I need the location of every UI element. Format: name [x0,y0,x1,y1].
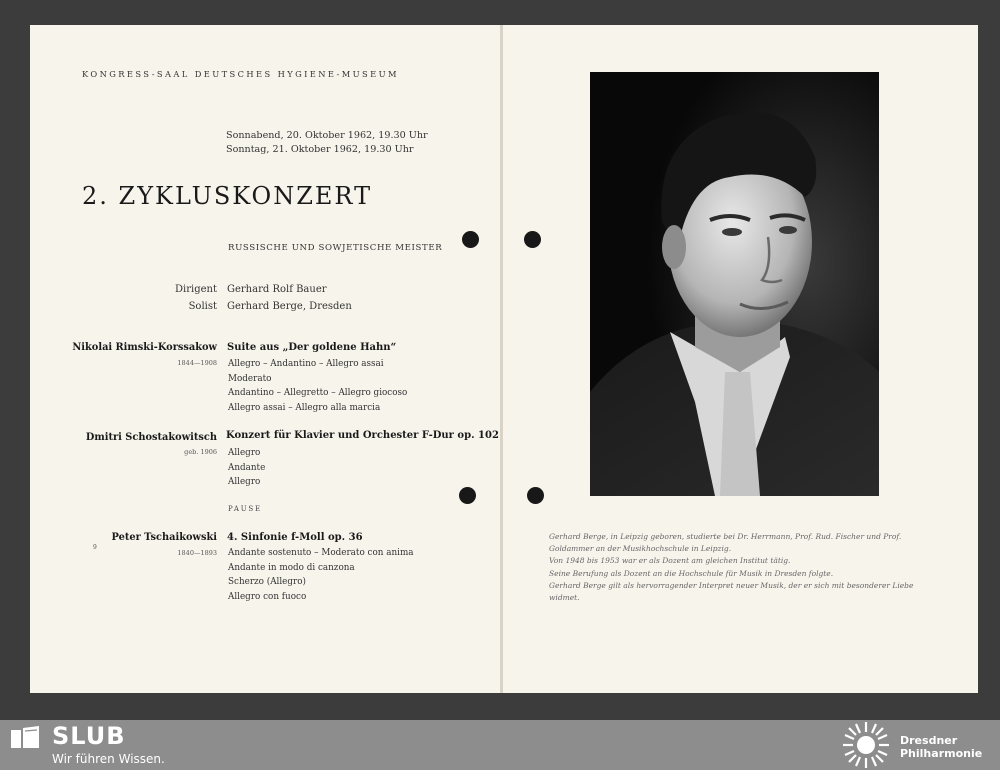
concert-title: 2. ZYKLUSKONZERT [82,182,373,210]
punch-hole [459,487,476,504]
work-title: 4. Sinfonie f-Moll op. 36 [227,532,363,543]
slub-tagline: Wir führen Wissen. [52,752,165,766]
left-page [30,25,500,693]
philharmonie-logo-icon[interactable] [840,720,892,770]
caption-line: Goldammer an der Musikhochschule in Leipzig. [549,544,732,554]
composer-years: 1840—1893 [177,549,217,557]
movement: Andantino – Allegretto – Allegro giocoso [228,388,408,399]
composer-name: Peter Tschaikowski [111,532,217,543]
caption-line: Gerhard Berge gilt als hervorragender Interpret neuer Musik, der er sich mit besonderer Liebe [549,580,914,590]
movement-list [228,446,265,490]
punch-hole [527,487,544,504]
movement: Andante sostenuto – Moderato con anima [228,548,414,558]
right-page [503,25,978,693]
pause-label: PAUSE [228,505,262,513]
footer-bar [0,720,1000,770]
performer-name: Gerhard Rolf Bauer [227,284,327,295]
soloist-portrait-photo [590,72,879,496]
concert-subtitle: RUSSISCHE UND SOWJETISCHE MEISTER [228,243,443,253]
movement: Allegro con fuoco [228,592,307,603]
movement-list [228,357,407,416]
date-line-2: Sonntag, 21. Oktober 1962, 19.30 Uhr [226,144,414,155]
composer-years: 1844—1908 [177,359,217,367]
caption-line: Von 1948 bis 1953 war er als Dozent am gleichen Institut tätig. [549,556,791,566]
composer-name: Dmitri Schostakowitsch [85,432,217,443]
punch-hole [462,231,479,248]
portrait-illustration [590,72,879,496]
slub-logo-icon[interactable] [11,726,41,748]
movement-list [228,546,414,605]
performer-role: Solist [188,301,217,312]
date-line-1: Sonnabend, 20. Oktober 1962, 19.30 Uhr [226,130,428,141]
performer-name: Gerhard Berge, Dresden [227,301,352,312]
page-number: 9 [93,544,97,551]
venue-heading: KONGRESS-SAAL DEUTSCHES HYGIENE-MUSEUM [82,69,399,79]
movement: Allegro [228,448,261,458]
work-title: Konzert für Klavier und Orchester F-Dur op. 102 [226,430,499,441]
philharmonie-name[interactable] [900,734,982,760]
movement: Moderato [228,373,272,384]
composer-years: geb. 1906 [184,448,217,456]
slub-name[interactable]: SLUB [52,722,126,750]
movement: Allegro [228,477,261,488]
performer-role: Dirigent [175,284,217,295]
movement: Scherzo (Allegro) [228,577,306,588]
movement: Andante [228,462,266,473]
movement: Allegro – Andantino – Allegro assai [228,359,384,369]
caption-line: widmet. [549,593,580,603]
caption-line: Seine Berufung als Dozent an die Hochschule für Musik in Dresden folgte. [549,568,834,578]
movement: Allegro assai – Allegro alla marcia [228,403,381,414]
philharmonie-line-2: Philharmonie [900,747,983,760]
movement: Andante in modo di canzona [228,562,355,573]
caption-line: Gerhard Berge, in Leipzig geboren, studierte bei Dr. Herrmann, Prof. Rud. Fischer und Prof. [549,532,902,541]
work-title: Suite aus „Der goldene Hahn“ [227,342,397,353]
philharmonie-line-1: Dresdner [900,734,958,747]
composer-name: Nikolai Rimski-Korssakow [72,342,217,353]
concert-dates [226,129,428,157]
punch-hole [524,231,541,248]
soloist-biography [549,531,939,604]
